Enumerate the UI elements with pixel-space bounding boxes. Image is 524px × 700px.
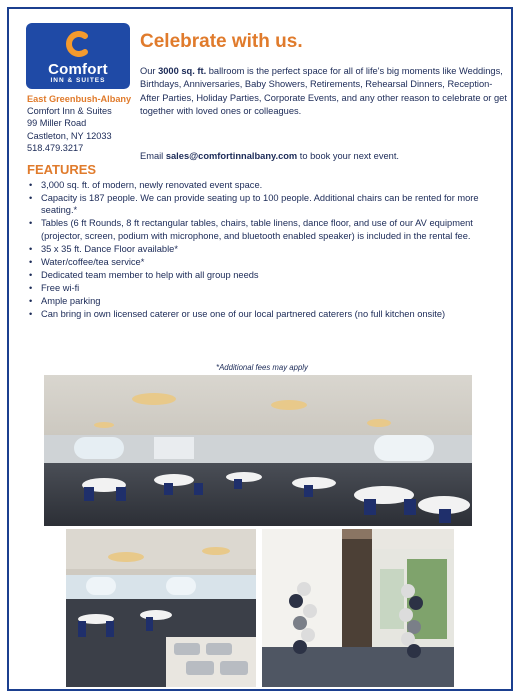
- feature-item: • 35 x 35 ft. Dance Floor available*: [27, 243, 497, 255]
- email-suffix: to book your next event.: [297, 151, 399, 161]
- flyer-page: [7, 7, 513, 691]
- intro-body: ballroom is the perfect space for all of life's big moments like Weddings, Birthdays, Anniversaries, Baby Showers, Retirements, Rehearsal Dinners, Reception-After Parties, Holiday Parties, Corporate Events, and any other reason to celebrate or get together with loved ones or colleagues.: [140, 66, 507, 117]
- comfort-logo-mark-icon: [66, 31, 92, 57]
- email-line: [140, 151, 512, 161]
- feature-item: • Free wi-fi: [27, 282, 497, 294]
- intro-highlight: 3000 sq. ft.: [158, 66, 207, 76]
- phone-number: 518.479.3217: [27, 142, 84, 153]
- page-title: Celebrate with us.: [140, 31, 303, 52]
- location-name: East Greenbush-Albany: [27, 94, 132, 104]
- email-link[interactable]: sales@comfortinnalbany.com: [165, 151, 298, 161]
- address-block: [27, 93, 131, 154]
- address-line-3: Castleton, NY 12033: [27, 130, 112, 141]
- features-heading: FEATURES: [27, 162, 97, 177]
- feature-item: • Can bring in own licensed caterer or use one of our local partnered caterers (no full kitchen onsite): [27, 308, 497, 320]
- intro-paragraph: [140, 65, 512, 119]
- address-line-2: 99 Miller Road: [27, 118, 87, 129]
- brand-subline: INN & SUITES: [50, 77, 106, 84]
- ballroom-wide-photo: [44, 375, 472, 526]
- feature-item: • Ample parking: [27, 295, 497, 307]
- buffet-setup-photo: [66, 529, 256, 687]
- brand-name: Comfort: [48, 61, 108, 78]
- feature-item: • Dedicated team member to help with all group needs: [27, 269, 497, 281]
- brand-logo: [26, 23, 130, 89]
- entrance-balloon-arch-photo: [262, 529, 454, 687]
- email-prefix: Email: [140, 151, 166, 161]
- intro-prefix: Our: [140, 66, 159, 76]
- fee-note: *Additional fees may apply: [216, 363, 308, 372]
- feature-item: • Capacity is 187 people. We can provide seating up to 100 people. Additional chairs can be rented for more seating.*: [27, 192, 497, 217]
- feature-item: • 3,000 sq. ft. of modern, newly renovated event space.: [27, 179, 497, 191]
- features-list: [27, 179, 497, 321]
- feature-item: • Tables (6 ft Rounds, 8 ft rectangular tables, chairs, table linens, dance floor, and use of our AV equipment (projector, screen, podium with microphone, and bluetooth enabled speaker) is included in the rental fee.: [27, 217, 497, 242]
- address-line-1: Comfort Inn & Suites: [27, 106, 112, 117]
- feature-item: • Water/coffee/tea service*: [27, 256, 497, 268]
